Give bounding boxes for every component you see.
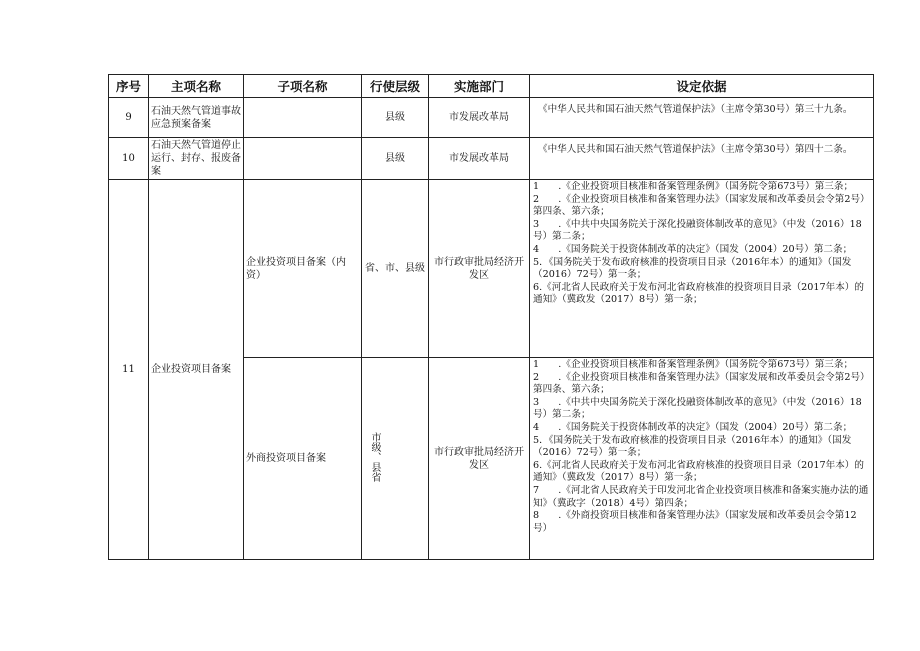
row-department: 市发展改革局 bbox=[429, 98, 530, 138]
row-seq: 9 bbox=[109, 98, 149, 138]
basis-line: 8 .《外商投资项目核准和备案管理办法》（国家发展和改革委员会令第12号） bbox=[533, 510, 857, 534]
row-basis: 《中华人民共和国石油天然气管道保护法》（主席令第30号）第三十九条。 bbox=[530, 98, 874, 138]
basis-line: 2 .《企业投资项目核准和备案管理办法》（国家发展和改革委员会令第2号）第四条、第六条； bbox=[533, 371, 865, 396]
row-main-item: 石油天然气管道停止运行、封存、报废备案 bbox=[149, 138, 244, 180]
header-seq: 序号 bbox=[109, 75, 149, 98]
basis-line: 4 .《国务院关于投资体制改革的决定》（国发（2004）20号）第二条； bbox=[533, 243, 853, 255]
basis-line: 1 .《企业投资项目核准和备案管理条例》（国务院令第673号）第三条； bbox=[533, 181, 854, 192]
basis-line: 6.《河北省人民政府关于发布河北省政府核准的投资项目目录（2017年本）的通知》（冀政发（2017）8号）第一条； bbox=[533, 281, 864, 306]
basis-line: 4 .《国务院关于投资体制改革的决定》（国发（2004）20号）第二条； bbox=[533, 421, 853, 433]
basis-line: 7 .《河北省人民政府关于印发河北省企业投资项目核准和备案实施办法的通知》（冀政字（2018）4号）第四条； bbox=[533, 484, 869, 509]
header-sub-item: 子项名称 bbox=[244, 75, 362, 98]
row-seq: 10 bbox=[109, 138, 149, 180]
header-department: 实施部门 bbox=[429, 75, 530, 98]
basis-line: 3 .《中共中央国务院关于深化投融资体制改革的意见》（中发（2016）18号）第二条； bbox=[533, 218, 862, 243]
header-level: 行使层级 bbox=[362, 75, 429, 98]
row-level: 县级 bbox=[362, 98, 429, 138]
row-basis bbox=[530, 180, 874, 358]
row-sub-item: 外商投资项目备案 bbox=[244, 358, 362, 560]
row-department: 市行政审批局经济开发区 bbox=[429, 180, 530, 358]
header-basis: 设定依据 bbox=[530, 75, 874, 98]
basis-line: 1 .《企业投资项目核准和备案管理条例》（国务院令第673号）第三条； bbox=[533, 359, 854, 370]
row-sub-item bbox=[244, 138, 362, 180]
table-row bbox=[109, 180, 874, 358]
table-row bbox=[109, 98, 874, 138]
basis-line: 6.《河北省人民政府关于发布河北省政府核准的投资项目目录（2017年本）的通知》（冀政发（2017）8号）第一条； bbox=[533, 459, 864, 484]
row-sub-item: 企业投资项目备案（内资） bbox=[244, 180, 362, 358]
row-basis bbox=[530, 358, 874, 560]
level-text: 市级、县省 bbox=[369, 431, 380, 482]
basis-line: 5．《国务院关于发布政府核准的投资项目目录（2016年本）的通知》（国发（2016）72号）第一条； bbox=[533, 256, 852, 281]
table-header-row bbox=[109, 75, 874, 98]
row-department: 市发展改革局 bbox=[429, 138, 530, 180]
row-main-item: 石油天然气管道事故应急预案备案 bbox=[149, 98, 244, 138]
row-main-item: 企业投资项目备案 bbox=[149, 180, 244, 560]
row-seq: 11 bbox=[109, 180, 149, 560]
row-level: 县级 bbox=[362, 138, 429, 180]
administrative-items-table bbox=[108, 74, 874, 560]
basis-line: 2 .《企业投资项目核准和备案管理办法》（国家发展和改革委员会令第2号）第四条、第六条； bbox=[533, 193, 865, 218]
row-basis: 《中华人民共和国石油天然气管道保护法》（主席令第30号）第四十二条。 bbox=[530, 138, 874, 180]
row-level: 省、市、县级 bbox=[362, 180, 429, 358]
row-sub-item bbox=[244, 98, 362, 138]
row-level bbox=[362, 358, 429, 560]
table-row bbox=[109, 138, 874, 180]
header-main-item: 主项名称 bbox=[149, 75, 244, 98]
basis-line: 5．《国务院关于发布政府核准的投资项目目录（2016年本）的通知》（国发（2016）72号）第一条； bbox=[533, 434, 852, 459]
row-department: 市行政审批局经济开发区 bbox=[429, 358, 530, 560]
basis-line: 3 .《中共中央国务院关于深化投融资体制改革的意见》（中发（2016）18号）第二条； bbox=[533, 396, 862, 421]
